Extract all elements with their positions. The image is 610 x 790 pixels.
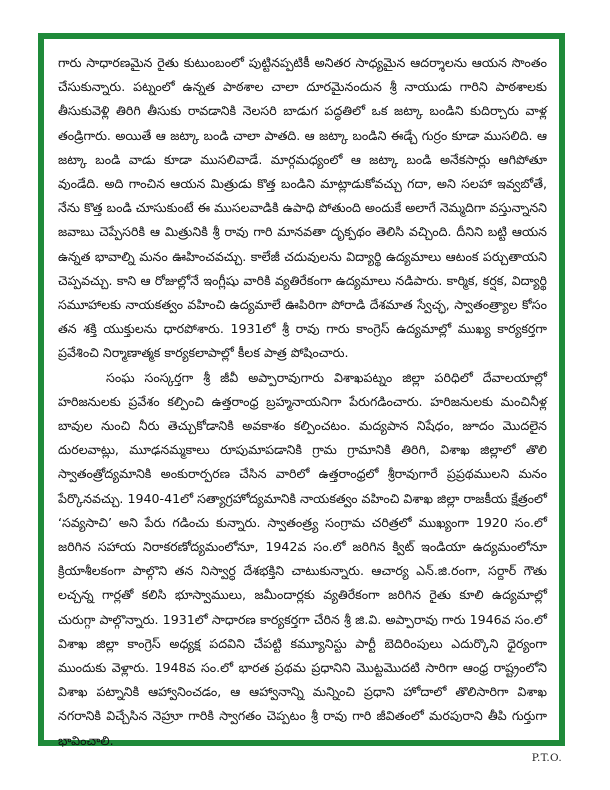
paragraph-1: గారు సాధారణమైన రైతు కుటుంబంలో పుట్టినప్పటికీ అనితర సాధ్యమైన ఆదర్శాలను ఆయన సొంతం చేసుకున్నారు. పట్నంలో ఉన్నత పాఠశాల చాలా దూరమైనందున శ్రీ నాయుడు గారిని పాఠశాలకు తీసుకువెళ్లి తిరిగి తీసుకు రావడానికి నెలసరి బాడుగ పద్ధతిలో ఒక జట్కా బండిని కుదిర్చారు వాళ్ల తండ్రిగారు. అయితే ఆ జట్కా బండి చాలా పాతది. ఆ జట్కా బండిని ఈడ్చే గుర్రం కూడా ముసలిది. ఆ జట్కా బండి వాడు కూడా ముసలివాడే. మార్గమధ్యంలో ఆ జట్కా బండి అనేకసార్లు ఆగిపోతూ వుండేది. అది గాంచిన ఆయన మిత్రుడు కొత్త బండిని మాట్లాడుకోవచ్చు గదా, అని సలహా ఇవ్వబోతే, నేను కొత్త బండి చూసుకుంటే ఈ ముసలవాడికి ఉపాధి పోతుంది అందుకే అలాగే నెమ్మదిగా వస్తున్నానని జవాబు చెప్పేసరికి ఆ మిత్రునికి శ్రీ రావు గారి మానవతా దృక్పథం తెలిసి వచ్చింది. దీనిని బట్టి ఆయన ఉన్నత భావాల్ని మనం ఊహించవచ్చు. కాలేజీ చదువులను విద్యార్థి ఉద్యమాలు ఆటంక పర్చుతాయని చెప్పవచ్చు. కాని ఆ రోజుల్లోనే ఇంగ్లీషు వారికి వ్యతిరేకంగా ఉద్యమాలు నడిపారు. కార్మిక, కర్షక, విద్యార్థి సమూహాలకు నాయకత్వం వహించి ఉద్యమాలే ఊపిరిగా పోరాడి దేశమాత స్వేచ్ఛ, స్వాతంత్ర్యాల కోసం తన శక్తి యుక్తులను ధారపోశారు. 1931లో శ్రీ రావు గారు కాంగ్రెస్ ఉద్యమాల్లో ముఖ్య కార్యకర్తగా ప్రవేశించి నిర్మాణాత్మక కార్యకలాపాల్లో కీలక పాత్ర పోషించారు. [58,55,547,361]
page-turn-note: P.T.O. [531,752,562,764]
body-text [58,51,547,753]
paragraph-2: సంఘ సంస్కర్తగా శ్రీ జీవీ అప్పారావుగారు విశాఖపట్నం జిల్లా పరిధిలో దేవాలయాల్లో హరిజనులకు ప్రవేశం కల్పించి ఉత్తరాంధ్ర బ్రహ్మనాయనిగా పేరుగడించారు. హరిజనులకు మంచినీళ్ల బావుల నుంచి నీరు తెచ్చుకోడానికి అవకాశం కల్పించటం. మద్యపాన నిషేధం, జూదం మొదలైన దురలవాట్లు, మూఢనమ్మకాలు రూపుమాపడానికి గ్రామ గ్రామానికి తిరిగి, విశాఖ జిల్లాలో తొలి స్వాతంత్రోద్యమానికి అంకురార్పరణ చేసిన వారిలో ఉత్తరాంధ్రలో శ్రీరావుగారే ప్రప్రథములని మనం పేర్కొనవచ్చు. 1940-41లో సత్యాగ్రహోద్యమానికి నాయకత్వం వహించి విశాఖ జిల్లా రాజకీయ క్షేత్రంలో ‘సవ్యసాచి’ అని పేరు గడించు కున్నారు. స్వాతంత్ర్య సంగ్రామ చరిత్రలో ముఖ్యంగా 1920 సం.లో జరిగిన సహాయ నిరాకరణోద్యమంలోనూ, 1942వ సం.లో జరిగిన క్విట్ ఇండియా ఉద్యమంలోనూ క్రియాశీలకంగా పాల్గొని తన నిస్వార్ధ దేశభక్తిని చాటుకున్నారు. ఆచార్య ఎన్.జి.రంగా, సర్దార్ గౌతు లచ్చన్న గార్లతో కలిసి భూస్వాములు, జమీందార్లకు వ్యతిరేకంగా జరిగిన రైతు కూలి ఉద్యమాల్లో చురుగ్గా పాల్గొన్నారు. 1931లో సాధారణ కార్యకర్తగా చేరిన శ్రీ జి.వి. అప్పారావు గారు 1946వ సం.లో విశాఖ జిల్లా కాంగ్రెస్ అధ్యక్ష పదవిని చేపట్టి కమ్యూనిస్టు పార్టీ బెదిరింపులు ఎదుర్కొని ధైర్యంగా ముందుకు వెళ్లారు. 1948వ సం.లో భారత ప్రథమ ప్రధానిని మొట్టమొదటి సారిగా ఆంధ్ర రాష్ట్రంలోని విశాఖ పట్నానికి ఆహ్వానించడం, ఆ ఆహ్వానాన్ని మన్నించి ప్రధాని హోదాలో తొలిసారిగా విశాఖ నగరానికి విచ్చేసిన నెహ్రూ గారికి స్వాగతం చెప్పటం శ్రీ రావు గారి జీవితంలో మరపురాని తీపి గుర్తుగా భావించాలి. [58,369,547,748]
page-border-frame [38,33,565,746]
